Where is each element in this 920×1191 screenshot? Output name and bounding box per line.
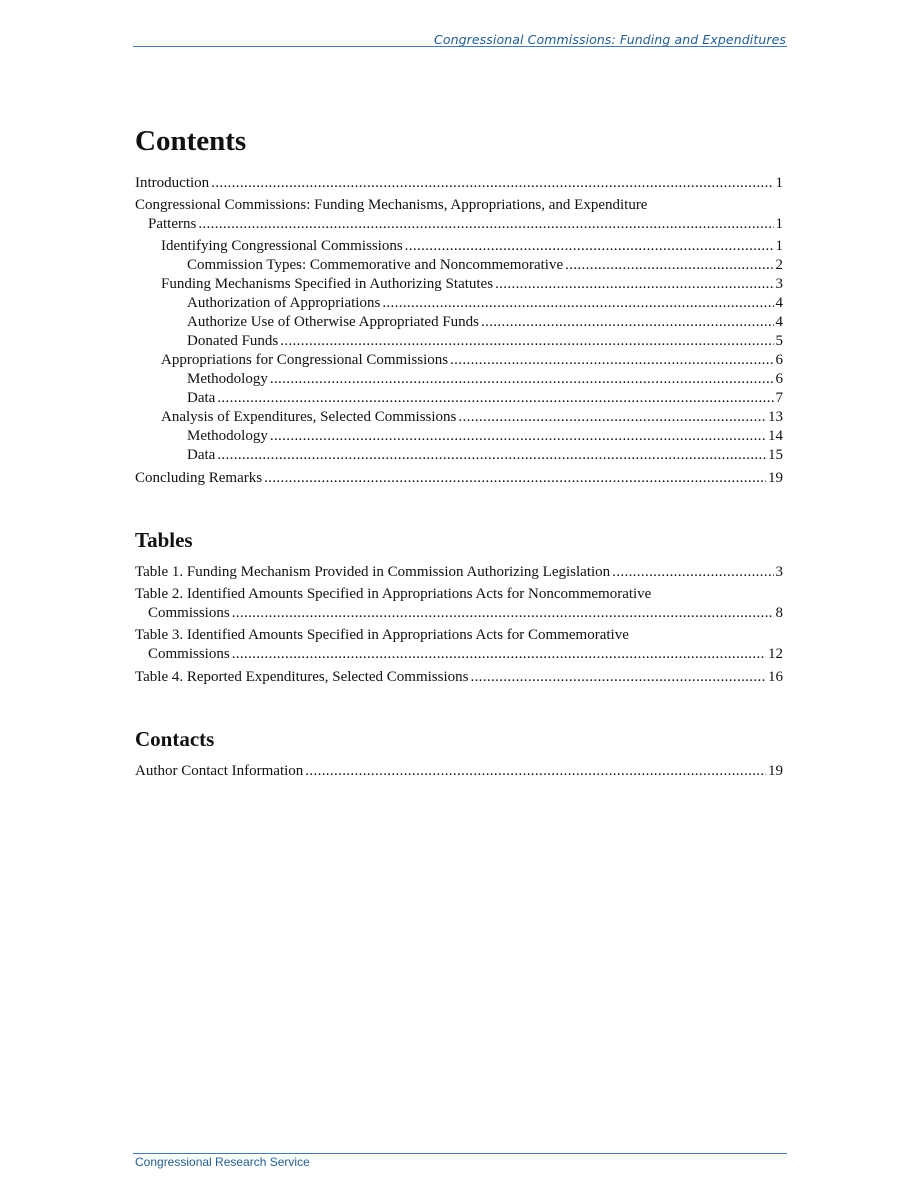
toc-entry[interactable] — [135, 370, 783, 389]
toc-entry-page: 4 — [775, 314, 783, 330]
toc-entry-label: Congressional Commissions: Funding Mechanisms, Appropriations, and Expenditure — [135, 197, 648, 213]
toc-entry-label: Appropriations for Congressional Commissions — [161, 352, 449, 368]
toc-entry[interactable] — [135, 626, 783, 664]
toc-entry-label: Author Contact Information — [135, 763, 304, 779]
toc-entry[interactable] — [135, 313, 783, 332]
running-header: Congressional Commissions: Funding and Expenditures — [434, 32, 786, 47]
toc-entry-label: Data — [187, 390, 216, 406]
toc-entry-page: 13 — [768, 409, 783, 425]
toc-entry-label: Introduction — [135, 175, 210, 191]
toc-entry[interactable] — [135, 196, 783, 234]
toc-dot-leader — [405, 237, 774, 256]
toc-entry[interactable] — [135, 427, 783, 446]
contacts-heading: Contacts — [135, 727, 215, 751]
toc-entry-label: Identifying Congressional Commissions — [161, 238, 403, 254]
toc-entry-page: 1 — [775, 175, 783, 191]
toc-entry[interactable] — [135, 585, 783, 623]
toc-dot-leader — [495, 275, 773, 294]
toc-entry-label: Table 2. Identified Amounts Specified in Appropriations Acts for Noncommemorative — [135, 586, 652, 602]
toc-dot-leader — [217, 446, 766, 465]
toc-entry-label: Concluding Remarks — [135, 470, 263, 486]
toc-entry[interactable] — [135, 256, 783, 275]
toc-entry-page: 3 — [775, 276, 783, 292]
toc-entry[interactable] — [135, 174, 783, 193]
toc-entry[interactable] — [135, 351, 783, 370]
toc-entry[interactable] — [135, 446, 783, 465]
toc-entry-label: Table 3. Identified Amounts Specified in Appropriations Acts for Commemorative — [135, 627, 629, 643]
toc-entry-page: 16 — [768, 669, 783, 685]
toc-entry[interactable] — [135, 762, 783, 781]
toc-entry[interactable] — [135, 294, 783, 313]
toc-entry-label: Methodology — [187, 428, 268, 444]
contents-heading: Contents — [135, 125, 247, 157]
toc-entry-page: 4 — [775, 295, 783, 311]
toc-entry[interactable] — [135, 408, 783, 427]
toc-dot-leader — [270, 370, 774, 389]
toc-dot-leader — [270, 427, 766, 446]
toc-entry-label: Donated Funds — [187, 333, 279, 349]
footer-publisher: Congressional Research Service — [135, 1155, 310, 1169]
toc-entry[interactable] — [135, 469, 783, 488]
toc-dot-leader — [211, 174, 773, 193]
toc-entry-page: 7 — [775, 390, 783, 406]
footer-rule — [133, 1153, 787, 1154]
toc-entry-label-continued: Patterns — [148, 216, 197, 232]
toc-entry-label: Table 1. Funding Mechanism Provided in Commission Authorizing Legislation — [135, 564, 611, 580]
toc-dot-leader — [280, 332, 773, 351]
toc-entry-label-continued: Commissions — [148, 646, 230, 662]
toc-entry-label: Authorize Use of Otherwise Appropriated Funds — [187, 314, 480, 330]
toc-dot-leader — [450, 351, 773, 370]
toc-entry-page: 6 — [775, 352, 783, 368]
tables-heading: Tables — [135, 528, 193, 552]
toc-dot-leader — [565, 256, 773, 275]
toc-entry[interactable] — [135, 332, 783, 351]
toc-entry-page: 8 — [775, 605, 783, 621]
toc-dot-leader — [612, 563, 773, 582]
toc-entry-label: Funding Mechanisms Specified in Authorizing Statutes — [161, 276, 494, 292]
toc-entry[interactable] — [135, 237, 783, 256]
toc-entry-label: Data — [187, 447, 216, 463]
toc-entry-page: 15 — [768, 447, 783, 463]
toc-entry[interactable] — [135, 563, 783, 582]
toc-dot-leader — [198, 215, 773, 234]
toc-dot-leader — [232, 645, 766, 664]
toc-dot-leader — [481, 313, 773, 332]
toc-entry-label: Authorization of Appropriations — [187, 295, 381, 311]
toc-entry-page: 19 — [768, 763, 783, 779]
toc-entry-page: 1 — [775, 238, 783, 254]
toc-dot-leader — [470, 668, 766, 687]
toc-dot-leader — [264, 469, 766, 488]
toc-entry-label: Analysis of Expenditures, Selected Commissions — [161, 409, 457, 425]
toc-entry-page: 5 — [775, 333, 783, 349]
toc-entry-page: 2 — [775, 257, 783, 273]
toc-entry-label-continued: Commissions — [148, 605, 230, 621]
toc-entry-label: Methodology — [187, 371, 268, 387]
toc-dot-leader — [305, 762, 766, 781]
toc-entry-page: 12 — [768, 646, 783, 662]
toc-dot-leader — [382, 294, 773, 313]
toc-dot-leader — [458, 408, 766, 427]
toc-entry[interactable] — [135, 275, 783, 294]
toc-entry-page: 14 — [768, 428, 783, 444]
toc-entry-page: 1 — [775, 216, 783, 232]
toc-entry-page: 19 — [768, 470, 783, 486]
toc-entry[interactable] — [135, 668, 783, 687]
toc-entry-page: 3 — [775, 564, 783, 580]
toc-dot-leader — [232, 604, 774, 623]
header-rule — [133, 46, 787, 47]
toc-entry-label: Commission Types: Commemorative and Noncommemorative — [187, 257, 564, 273]
toc-entry-label: Table 4. Reported Expenditures, Selected Commissions — [135, 669, 469, 685]
toc-dot-leader — [217, 389, 773, 408]
toc-entry[interactable] — [135, 389, 783, 408]
toc-entry-page: 6 — [775, 371, 783, 387]
